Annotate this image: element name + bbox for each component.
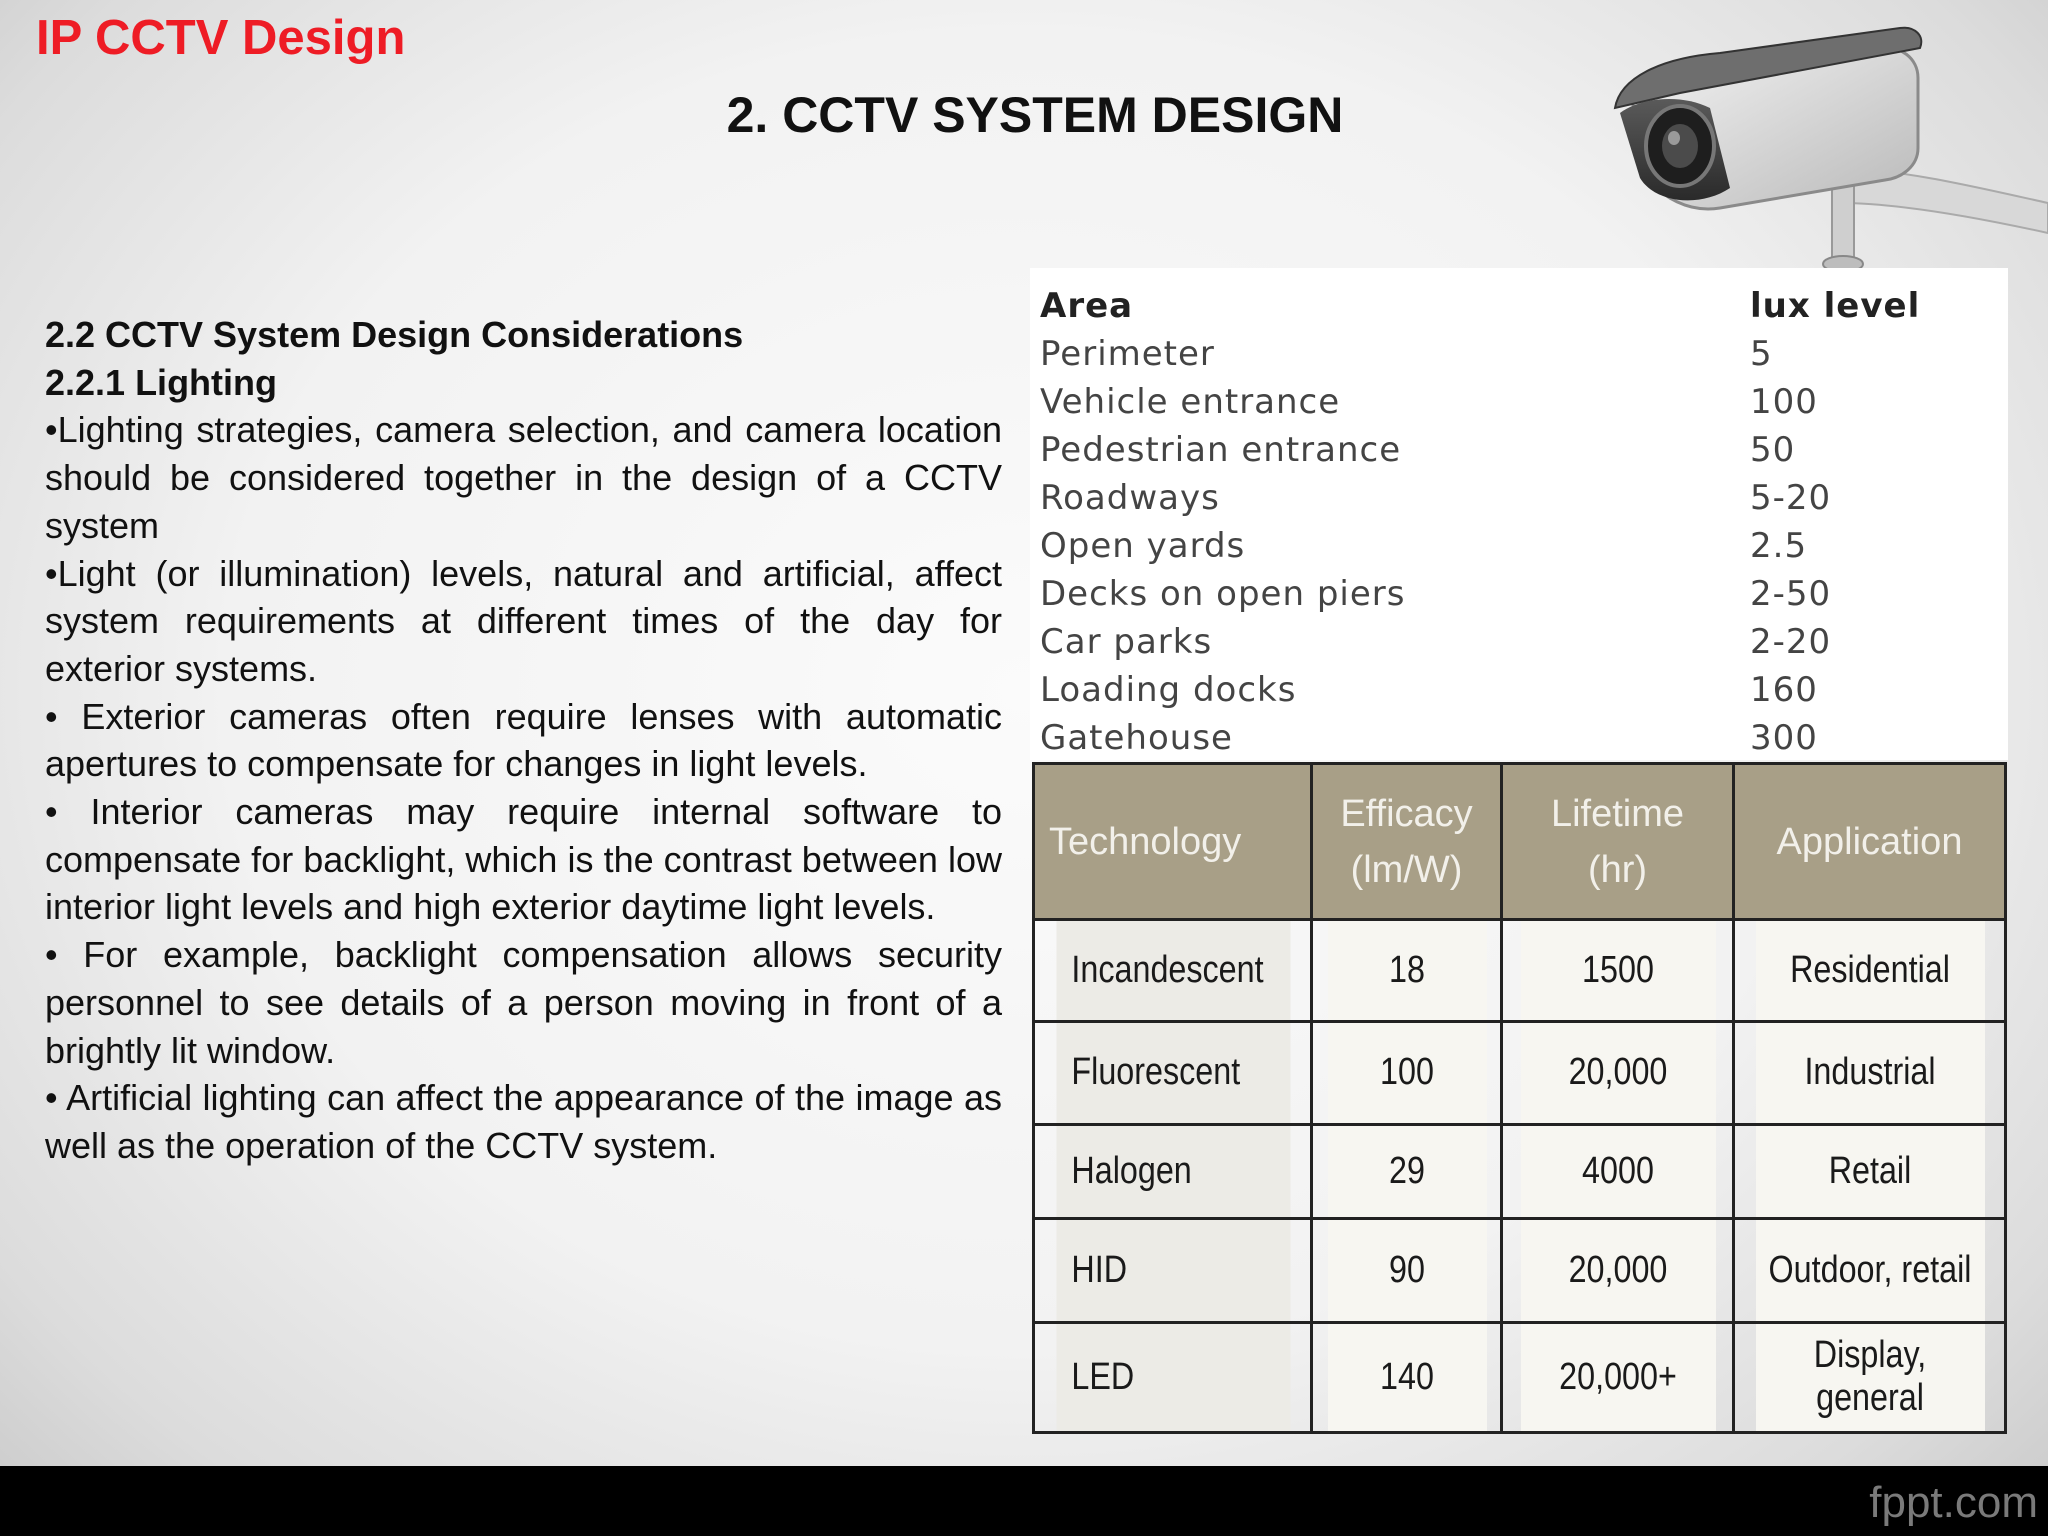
lux-value: 5-20: [1750, 478, 1832, 518]
paragraph: • Exterior cameras often require lenses with automatic apertures to compensate for changes in light levels.: [45, 695, 1002, 785]
lux-area: Car parks: [1040, 622, 1213, 662]
fppt-watermark: fppt.com: [1869, 1478, 2038, 1527]
lux-row: [1030, 670, 2008, 718]
lux-area: Decks on open piers: [1040, 574, 1406, 614]
lux-area: Vehicle entrance: [1040, 382, 1341, 422]
tech-header-lifetime: Lifetime (hr): [1502, 764, 1734, 920]
tech-cell: 18: [1326, 920, 1488, 1022]
section-heading: 2.2 CCTV System Design Considerations: [45, 314, 744, 355]
lux-value: 100: [1750, 382, 1818, 422]
lux-row: [1030, 526, 2008, 574]
tech-cell: 20,000: [1519, 1218, 1716, 1322]
tech-header-technology: Technology: [1034, 764, 1312, 920]
tech-cell: Retail: [1754, 1124, 1985, 1218]
paragraph: •Lighting strategies, camera selection, and camera location should be considered together in the design of a CCTV system: [45, 409, 1002, 546]
tech-row: [1034, 1124, 2006, 1218]
tech-cell: HID: [1054, 1218, 1290, 1322]
tech-row: [1034, 1322, 2006, 1432]
lux-header-level: lux level: [1750, 286, 1921, 326]
tech-cell: 4000: [1519, 1124, 1716, 1218]
paragraph: • Artificial lighting can affect the appearance of the image as well as the operation of the CCTV system.: [45, 1077, 1002, 1166]
lux-area: Roadways: [1040, 478, 1220, 518]
tech-row: [1034, 920, 2006, 1022]
slide-title: 2. CCTV SYSTEM DESIGN: [726, 87, 1344, 143]
tech-cell: Display, general: [1754, 1322, 1985, 1432]
footer-bar: [0, 1466, 2048, 1536]
tech-header-row: [1034, 764, 2006, 920]
tech-header-application: Application: [1734, 764, 2006, 920]
lux-area: Pedestrian entrance: [1040, 430, 1402, 470]
lighting-technology-table: [1032, 762, 2007, 1434]
lighting-content: [45, 311, 1002, 1170]
tech-cell: Residential: [1754, 920, 1985, 1022]
tech-cell: Incandescent: [1054, 920, 1290, 1022]
lux-row: [1030, 622, 2008, 670]
lux-value: 300: [1750, 718, 1818, 758]
lux-value: 160: [1750, 670, 1818, 710]
paragraph: • Interior cameras may require internal software to compensate for backlight, which is the contrast between low interior light levels and high exterior daytime light levels.: [45, 791, 1002, 928]
lux-area: Gatehouse: [1040, 718, 1233, 758]
lux-row: [1030, 334, 2008, 382]
tech-row: [1034, 1218, 2006, 1322]
lux-header-area: Area: [1040, 286, 1134, 326]
lux-area: Loading docks: [1040, 670, 1297, 710]
tech-cell: 1500: [1519, 920, 1716, 1022]
tech-header-efficacy: Efficacy (lm/W): [1312, 764, 1502, 920]
tech-cell: 100: [1326, 1022, 1488, 1124]
tech-cell: Halogen: [1054, 1124, 1290, 1218]
lux-row: [1030, 382, 2008, 430]
lux-value: 2.5: [1750, 526, 1808, 566]
tech-cell: 20,000+: [1519, 1322, 1716, 1432]
lux-value: 50: [1750, 430, 1796, 470]
tech-cell: 20,000: [1519, 1022, 1716, 1124]
tech-cell: LED: [1054, 1322, 1290, 1432]
tech-row: [1034, 1022, 2006, 1124]
lux-row: [1030, 478, 2008, 526]
lux-row: [1030, 574, 2008, 622]
tech-cell: Fluorescent: [1054, 1022, 1290, 1124]
lux-level-table: [1030, 268, 2008, 760]
lux-row: [1030, 430, 2008, 478]
paragraph: • For example, backlight compensation allows security personnel to see details of a person moving in front of a brightly lit window.: [45, 934, 1002, 1071]
lux-row: [1030, 718, 2008, 766]
subsection-heading: 2.2.1 Lighting: [45, 361, 278, 403]
brand-title: IP CCTV Design: [36, 11, 406, 65]
lux-area: Perimeter: [1040, 334, 1215, 374]
paragraph: •Light (or illumination) levels, natural and artificial, affect system requirements at different times of the day for exterior systems.: [45, 552, 1002, 689]
cctv-camera-icon: [1600, 18, 2048, 278]
lux-value: 2-50: [1750, 574, 1832, 614]
lux-value: 5: [1750, 334, 1773, 374]
tech-cell: 140: [1326, 1322, 1488, 1432]
tech-cell: 90: [1326, 1218, 1488, 1322]
tech-cell: Outdoor, retail: [1754, 1218, 1985, 1322]
lux-value: 2-20: [1750, 622, 1832, 662]
lux-header-row: [1030, 286, 2008, 334]
tech-cell: 29: [1326, 1124, 1488, 1218]
tech-cell: Industrial: [1754, 1022, 1985, 1124]
lux-area: Open yards: [1040, 526, 1246, 566]
